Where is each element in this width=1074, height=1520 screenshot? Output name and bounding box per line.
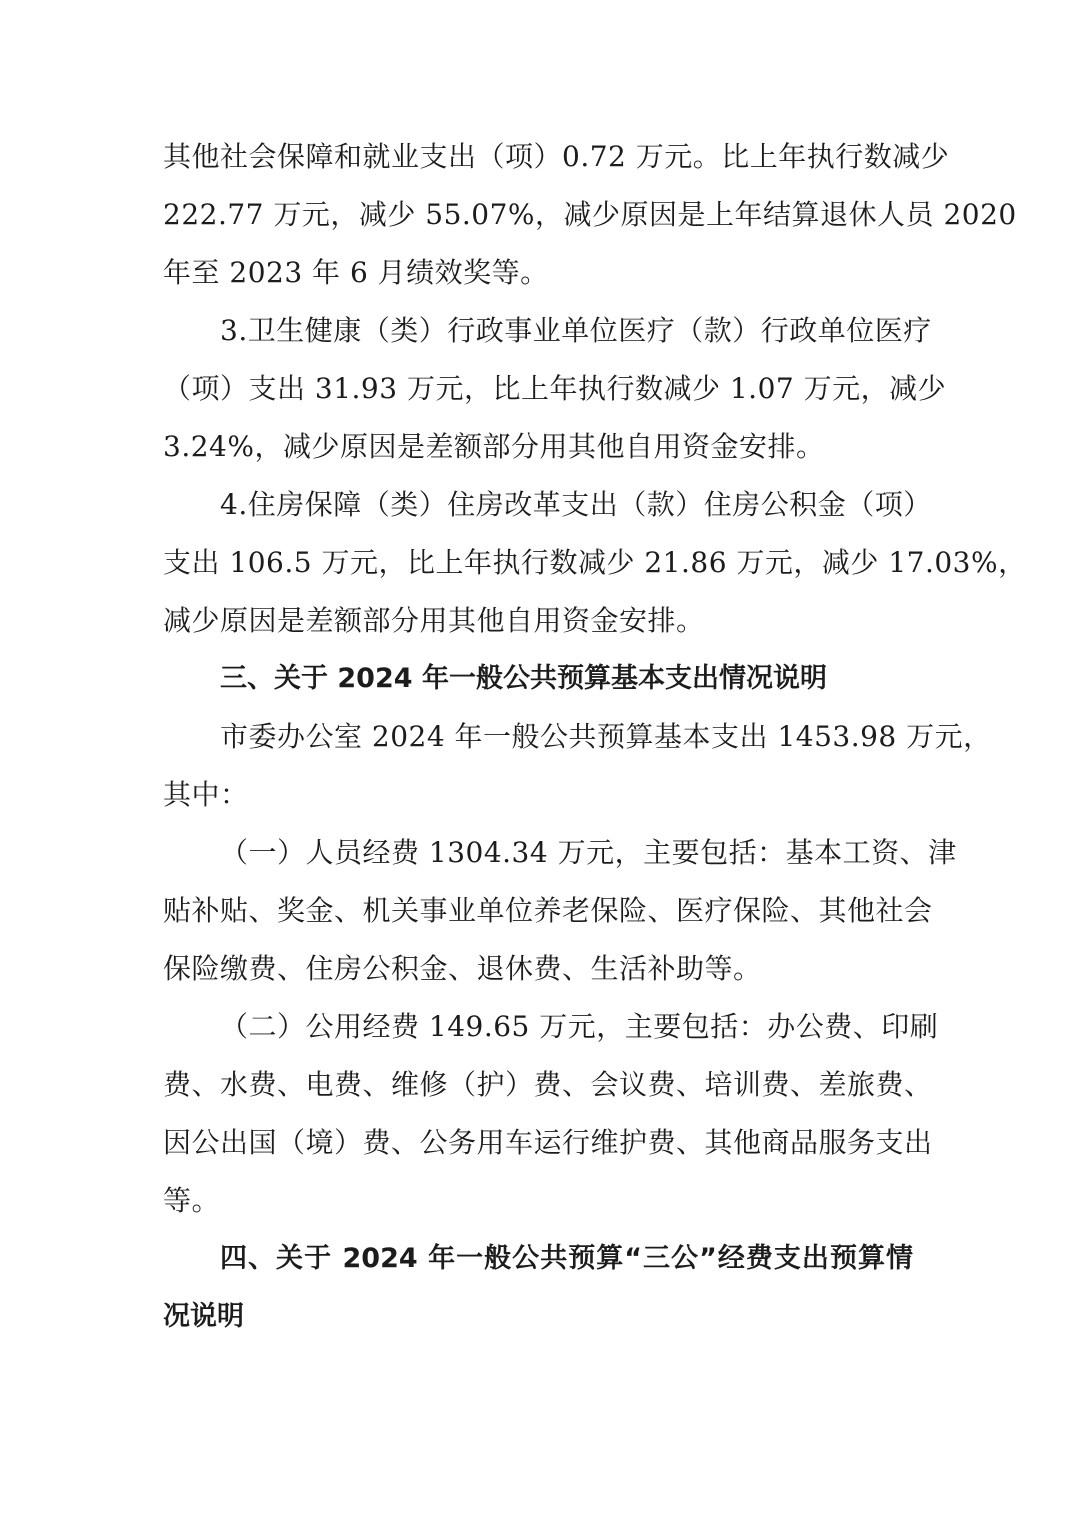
text-line: 222.77 万元，减少 55.07%，减少原因是上年结算退休人员 2020 <box>163 198 1017 231</box>
paragraph-item-3-health <box>163 302 947 476</box>
text-line: 其他社会保障和就业支出（项）0.72 万元。比上年执行数减少 <box>163 140 950 173</box>
text-line: （项）支出 31.93 万元，比上年执行数减少 1.07 万元，减少 <box>163 372 947 405</box>
document-body <box>163 128 1027 1346</box>
text-line: 费、水费、电费、维修（护）费、会议费、培训费、差旅费、 <box>163 1068 933 1101</box>
text-line: 年至 2023 年 6 月绩效奖等。 <box>163 256 549 289</box>
text-line: 3.24%，减少原因是差额部分用其他自用资金安排。 <box>163 430 825 463</box>
paragraph-social-security-continued <box>163 128 1017 302</box>
text-line: 等。 <box>163 1184 221 1217</box>
paragraph-personnel-expenses <box>163 824 957 998</box>
text-line: 3.卫生健康（类）行政事业单位医疗（款）行政单位医疗 <box>220 314 932 347</box>
text-line: 因公出国（境）费、公务用车运行维护费、其他商品服务支出 <box>163 1126 933 1159</box>
text-line: 市委办公室 2024 年一般公共预算基本支出 1453.98 万元， <box>220 720 992 753</box>
text-line: （一）人员经费 1304.34 万元，主要包括：基本工资、津 <box>220 836 957 869</box>
paragraph-public-expenses <box>163 998 939 1230</box>
section-4-heading <box>163 1230 913 1346</box>
paragraph-basic-expenditure-intro <box>163 708 992 824</box>
text-line: 4.住房保障（类）住房改革支出（款）住房公积金（项） <box>220 488 932 521</box>
section-3-heading: 三、关于 2024 年一般公共预算基本支出情况说明 <box>220 663 827 694</box>
text-line: （二）公用经费 149.65 万元，主要包括：办公费、印刷 <box>220 1010 939 1043</box>
heading-line: 四、关于 2024 年一般公共预算“三公”经费支出预算情 <box>220 1243 913 1274</box>
text-line: 减少原因是差额部分用其他自用资金安排。 <box>163 604 705 637</box>
paragraph-item-4-housing <box>163 476 1027 650</box>
heading-line: 况说明 <box>163 1301 244 1332</box>
text-line: 保险缴费、住房公积金、退休费、生活补助等。 <box>163 952 762 985</box>
text-line: 贴补贴、奖金、机关事业单位养老保险、医疗保险、其他社会 <box>163 894 933 927</box>
text-line: 其中： <box>163 778 249 811</box>
text-line: 支出 106.5 万元，比上年执行数减少 21.86 万元，减少 17.03%， <box>163 546 1027 579</box>
